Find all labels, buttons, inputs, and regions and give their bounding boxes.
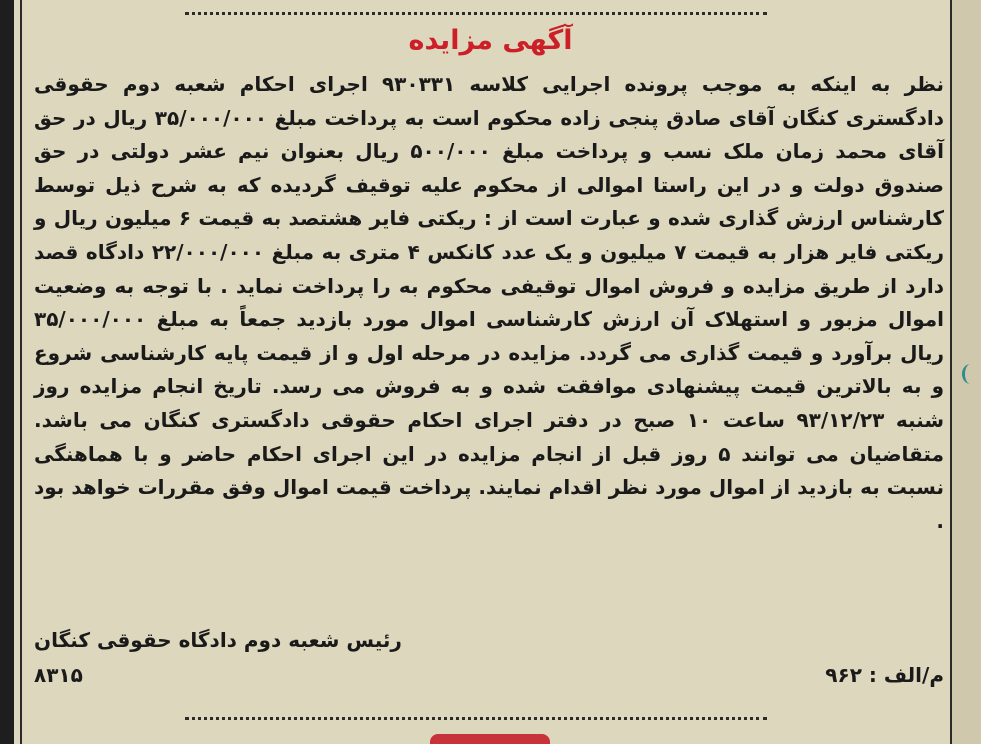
left-column-rule (20, 0, 22, 744)
next-notice-heading-fragment (380, 734, 600, 744)
bottom-dotted-separator (185, 717, 767, 720)
signature-line: رئیس شعبه دوم دادگاه حقوقی کنگان (34, 628, 402, 652)
reference-code: م/الف : ۹۶۲ (825, 663, 944, 687)
next-notice-heading-shape (430, 734, 550, 744)
top-dotted-separator (185, 12, 767, 15)
margin-ink-mark (962, 364, 979, 384)
reference-number: ۸۳۱۵ (34, 663, 83, 687)
left-edge-strip (0, 0, 14, 744)
notice-title: آگهی مزایده (408, 25, 573, 56)
notice-body: نظر به اینکه به موجب پرونده اجرایی کلاسه ۹۳۰۳۳۱ اجرای احکام شعبه دوم حقوقی دادگستری کنگان آقای صادق پنجی زاده محکوم است به پرداخت مبلغ ۳۵/۰۰۰/۰۰۰ ریال در حق آقای محمد زمان ملک نسب و پرداخت مبلغ ۵۰۰/۰۰۰ ریال بعنوان نیم عشر دولتی در حق صندوق دولت و در این راستا اموالی از محکوم علیه توقیف گردیده که به شرح ذیل توسط کارشناس ارزش گذاری شده و عبارت است از : ریکتی فایر هشتصد به قیمت ۶ میلیون ریال و ریکتی فایر هزار به قیمت ۷ میلیون و یک عدد کانکس ۴ متری به مبلغ ۲۲/۰۰۰/۰۰۰ دادگاه قصد دارد از طریق مزایده و فروش اموال توقیفی محکوم به را پرداخت نماید . با توجه به وضعیت اموال مزبور و استهلاک آن ارزش کارشناسی اموال مورد بازدید جمعاً به مبلغ ۳۵/۰۰۰/۰۰۰ ریال برآورد و قیمت گذاری می گردد. مزایده در مرحله اول و از قیمت پایه کارشناسی شروع و به بالاترین قیمت پیشنهادی موافقت شده و به فروش می رسد. تاریخ انجام مزایده روز شنبه ۹۳/۱۲/۲۳ ساعت ۱۰ صبح در دفتر اجرای احکام حقوقی دادگستری کنگان می باشد. متقاضیان می توانند ۵ روز قبل از انجام مزایده در این اجرای احکام حاضر و با هماهنگی نسبت به بازدید از اموال مورد نظر اقدام نمایند. پرداخت قیمت اموال وفق مقررات خواهد بود . (34, 72, 945, 533)
